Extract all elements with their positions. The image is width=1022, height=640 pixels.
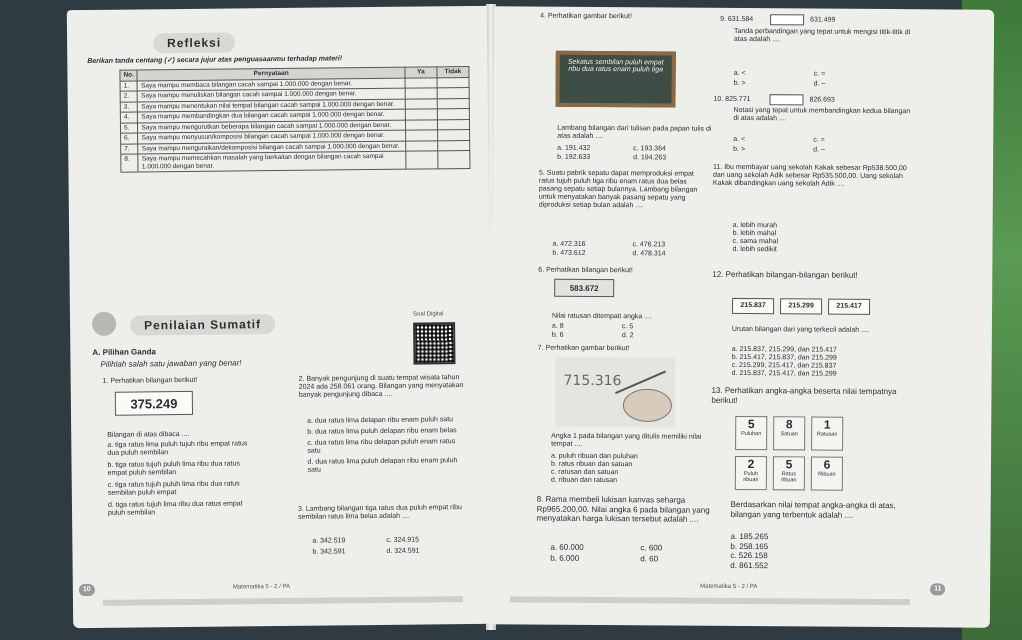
row-statement: Saya mampu menuliskan bilangan cacah sampai 1.000.000 dengan benar. [138,88,406,101]
tile-place-label: Puluh ribuan [743,471,759,484]
question-3: 3. Lambang bilangan tiga ratus dua puluh empat ribu sembilan ratus lima belas adalah .... [297,504,462,521]
q7-option-d[interactable]: d. ribuan dan ratusan [550,476,618,485]
row-number: 4. [120,112,138,123]
no-checkbox-cell[interactable] [438,140,470,151]
q9-option-b[interactable]: b. > [733,79,746,88]
q13-tiles [735,416,856,497]
q13-option-d[interactable]: d. 861.552 [730,560,769,570]
q12-option-a[interactable]: a. 215.837, 215.299, dan 215.417 [731,345,837,354]
tile-digit: 2 [747,457,755,472]
q10-option-a[interactable]: a. < [733,135,746,144]
q13-option-a[interactable]: a. 185.265 [730,531,769,542]
q12-option-b[interactable]: b. 215.417, 215.837, dan 215.299 [731,353,837,362]
q1-prompt: Bilangan di atas dibaca .... [107,430,190,439]
q9-answer-box[interactable] [770,14,804,25]
q9-option-c[interactable]: c. = [813,70,826,78]
q5-option-d[interactable]: d. 478.314 [632,250,666,258]
question-2: 2. Banyak pengunjung di suatu tempat wisata tahun 2024 ada 258.061 orang. Bilangan yang menyatakan banyak pengunjung dibaca .... [298,374,464,399]
row-statement: Saya mampu menguraikan/dekomposisi bilangan cacah sampai 1.000.000 dengan benar. [138,141,406,154]
chalkboard [555,51,675,108]
q2-option-a[interactable]: a. dua ratus lima delapan ribu enam puluh satu [307,416,454,425]
no-checkbox-cell[interactable] [437,98,469,109]
q3-option-a[interactable]: a. 342.519 [312,537,346,545]
question-9: 9. 631.584 [720,15,754,24]
refleksi-table-wrap [119,66,470,173]
refleksi-title: Refleksi [153,32,235,53]
q3-option-c[interactable]: c. 324.915 [386,536,420,544]
q12-text: Urutan bilangan dari yang terkecil adalah .... [731,325,869,334]
row-statement: Saya mampu menentukan nilai tempat bilangan cacah sampai 1.000.000 dengan benar. [138,99,406,112]
q12-number-1: 215.837 [732,298,774,314]
q1-option-b[interactable]: b. tiga ratus tujuh puluh lima ribu dua ratus empat puluh sembilan [107,460,240,477]
no-checkbox-cell[interactable] [437,77,469,88]
place-value-tile [735,416,767,450]
no-checkbox-cell[interactable] [437,109,469,120]
place-value-tile [735,456,767,490]
q1-number-box: 375.249 [115,391,193,416]
q7-option-c[interactable]: c. ratusan dan satuan [550,468,619,477]
tile-place-label: Satuan [780,431,798,438]
tile-place-label: Ribuan [818,471,836,478]
left-footer: Matematika 5 - 2 / PA [232,583,291,591]
q6-option-d[interactable]: d. 2 [621,332,634,340]
table-header-no-answer: Tidak [437,67,469,78]
yes-checkbox-cell[interactable] [405,119,437,130]
table-header-no: No. [120,70,138,81]
question-1: 1. Perhatikan bilangan berikut! [102,376,198,385]
tile-place-label: Ratus ribuan [781,471,797,484]
q1-option-c[interactable]: c. tiga ratus tujuh puluh lima ribu dua ratus sembilan puluh empat [107,480,240,497]
q13-options [730,532,850,571]
q7-option-a[interactable]: a. puluh ribuan dan puluhan [550,452,638,461]
instruction-text: Pilihlah salah satu jawaban yang benar! [100,358,242,369]
right-footer: Matematika 5 - 2 / PA [700,583,758,591]
q10-text: Notasi yang tepat untuk membandingkan kedua bilangan di atas adalah .... [733,106,911,123]
q9-option-d[interactable]: d. – [813,80,826,88]
table-header-yes: Ya [405,67,437,78]
q7-handwritten-number: 715.316 [563,372,622,390]
q12-option-d[interactable]: d. 215.837, 215.417, dan 215.299 [731,369,837,378]
tile-digit: 5 [785,457,793,472]
q10-option-c[interactable]: c. = [813,136,825,144]
right-page [490,6,994,627]
right-page-number: 11 [930,583,945,595]
question-10: 10. 825.771 [713,95,751,104]
q8-option-d[interactable]: d. 60 [640,554,659,564]
q1-option-d[interactable]: d. tiga ratus tujuh lima ribu dua ratus empat puluh sembilan [107,500,243,517]
q2-option-b[interactable]: b. dua ratus lima puluh delapan ribu enam belas [307,427,457,436]
question-13: 13. Perhatikan angka-angka beserta nilai tempatnya berikut! [711,385,897,405]
yes-checkbox-cell[interactable] [405,109,437,120]
q13-text: Berdasarkan nilai tempat angka-angka di atas, bilangan yang terbentuk adalah .... [730,499,896,520]
q7-text: Angka 1 pada bilangan yang ditulis memiliki nilai tempat .... [551,432,702,448]
q13-option-c[interactable]: c. 526.158 [730,550,768,561]
refleksi-instruction: Berikan tanda centang (✓) secara jujur atas penguasaanmu terhadap materi! [87,55,343,66]
no-checkbox-cell[interactable] [438,130,470,141]
question-7: 7. Perhatikan gambar berikut! [537,344,630,353]
row-statement: Saya mampu mengurutkan beberapa bilangan cacah sampai 1.000.000 dengan benar. [138,120,406,133]
q5-option-a[interactable]: a. 472.316 [552,240,586,248]
q4-option-d[interactable]: d. 194.263 [633,154,667,162]
q1-options [107,440,258,518]
no-checkbox-cell[interactable] [437,119,469,130]
footer-strip-right [510,596,910,605]
footer-strip [103,596,463,606]
question-12: 12. Perhatikan bilangan-bilangan berikut! [712,269,858,280]
yes-checkbox-cell[interactable] [405,77,437,88]
q7-image [555,357,675,428]
row-number: 5. [120,122,138,133]
q1-option-a[interactable]: a. tiga ratus lima puluh tujuh ribu empat ratus dua puluh sembilan [107,440,248,457]
question-5: 5. Suatu pabrik sepatu dapat memproduksi empat ratus tujuh puluh tiga ribu enam ratus dua belas pasang sepatu setiap bulannya. Lambang bilangan untuk menyatakan banyak pasang sepatu yang diproduksi setiap bulan adalah .... [538,169,698,210]
q7-options [551,453,721,486]
q6-number-box: 583.672 [554,279,614,297]
q11-options [732,222,852,255]
row-statement: Saya mampu membaca bilangan cacah sampai 1.000.000 dengan benar. [137,78,405,91]
left-page-number: 10 [79,584,95,596]
yes-checkbox-cell[interactable] [405,88,437,99]
q11-option-a[interactable]: a. lebih murah [732,221,778,230]
question-11: 11. Ibu membayar uang sekolah Kakak sebesar Rp538.500,00 dan uang sekolah Adik sebesar Rp535.500,00. Uang sekolah Kakak dibandingkan uang sekolah Adik .... [712,163,907,188]
q3-option-b[interactable]: b. 342.591 [312,548,346,556]
q12-number-2: 215.299 [780,298,822,314]
q8-option-c[interactable]: c. 600 [640,543,663,553]
hand-pen-icon [555,357,675,428]
row-number: 6. [121,133,139,144]
row-number: 1. [120,80,138,91]
q4-option-c[interactable]: c. 193.364 [633,145,666,153]
q9-right-number: 631.499 [810,16,836,24]
q8-option-b[interactable]: b. 6.000 [550,553,580,563]
q7-option-b[interactable]: b. ratus ribuan dan satuan [550,460,633,469]
tile-digit: 1 [823,417,831,432]
tile-digit: 8 [785,417,793,432]
q12-number-3: 215.417 [828,299,870,315]
question-6: 6. Perhatikan bilangan berikut! [538,266,633,275]
tile-digit: 6 [823,457,831,472]
question-8: 8. Rama membeli lukisan kanvas seharga Rp965.200,00. Nilai angka 6 pada bilangan yang menyatakan harga lukisan tersebut adalah .... [536,494,710,524]
q9-option-a[interactable]: a. < [733,69,746,78]
book-icon [92,312,116,336]
row-number: 8. [121,154,139,172]
q10-answer-box[interactable] [769,94,803,105]
place-value-tile [811,456,843,490]
q10-right-number: 826.693 [809,96,835,104]
q4-option-a[interactable]: a. 191.432 [557,144,591,152]
q2-options [307,416,470,475]
yes-checkbox-cell[interactable] [406,151,438,169]
yes-checkbox-cell[interactable] [406,140,438,151]
row-number: 2. [120,91,138,102]
place-value-tile [773,416,805,450]
q4-text: Lambang bilangan dari tulisan pada papan tulis di atas adalah .... [557,124,712,141]
tile-place-label: Ratusan [816,431,838,438]
qr-caption: Soal Digital [412,311,444,318]
q2-option-d[interactable]: d. dua ratus lima puluh delapan ribu enam puluh satu [307,457,458,474]
row-number: 3. [120,101,138,112]
yes-checkbox-cell[interactable] [406,130,438,141]
q13-option-b[interactable]: b. 258.165 [730,541,769,551]
table-row [121,151,470,173]
question-4: 4. Perhatikan gambar berikut! [540,12,632,21]
q5-option-c[interactable]: c. 476.213 [632,241,666,249]
q12-options [732,346,912,379]
place-value-tile [811,416,843,450]
q10-option-d[interactable]: d. – [813,146,825,154]
row-statement: Saya mampu memecahkan masalah yang berkaitan dengan bilangan cacah sampai 1.000.000 dengan benar. [138,151,406,172]
sumatif-title: Penilaian Sumatif [130,314,275,336]
left-page [67,6,493,628]
tile-digit: 5 [747,417,755,432]
yes-checkbox-cell[interactable] [405,98,437,109]
q11-option-b[interactable]: b. lebih mahal [732,229,777,238]
q4-option-b[interactable]: b. 192.633 [557,153,591,161]
section-a-heading: A. Pilihan Ganda [92,347,156,357]
q12-option-c[interactable]: c. 215.299, 215.417, dan 215.837 [731,361,837,370]
q10-option-b[interactable]: b. > [733,145,746,154]
no-checkbox-cell[interactable] [437,88,469,99]
q2-option-c[interactable]: c. dua ratus lima ribu delapan puluh enam ratus satu [307,438,456,455]
tile-place-label: Puluhan [741,430,762,438]
q11-option-d[interactable]: d. lebih sedikit [732,245,777,254]
qr-code[interactable] [413,322,455,364]
q9-text: Tanda perbandingan yang tepat untuk mengisi titik-titik di atas adalah .... [733,27,911,44]
q5-option-b[interactable]: b. 473.612 [552,249,586,257]
q3-option-d[interactable]: d. 324.591 [386,547,420,555]
q6-option-a[interactable]: a. 8 [551,322,564,330]
place-value-tile [773,456,805,490]
refleksi-table [119,66,470,173]
q6-option-c[interactable]: c. 5 [621,323,634,331]
row-number: 7. [121,143,139,154]
row-statement: Saya mampu membandingkan dua bilangan cacah sampai 1.000.000 dengan benar. [138,109,406,122]
q8-option-a[interactable]: a. 60.000 [550,542,584,552]
no-checkbox-cell[interactable] [438,151,470,169]
q6-option-b[interactable]: b. 6 [551,331,564,339]
q6-text: Nilai ratusan ditempati angka .... [551,312,653,321]
row-statement: Saya mampu menyusun/komposisi bilangan cacah sampai 1.000.000 dengan benar. [138,130,406,143]
q11-option-c[interactable]: c. sama mahal [732,237,779,246]
table-header-statement: Pernyataan [137,67,405,80]
board-text: Sekatus sembilan puluh empat ribu dua ratus enam puluh tiga [567,58,664,74]
